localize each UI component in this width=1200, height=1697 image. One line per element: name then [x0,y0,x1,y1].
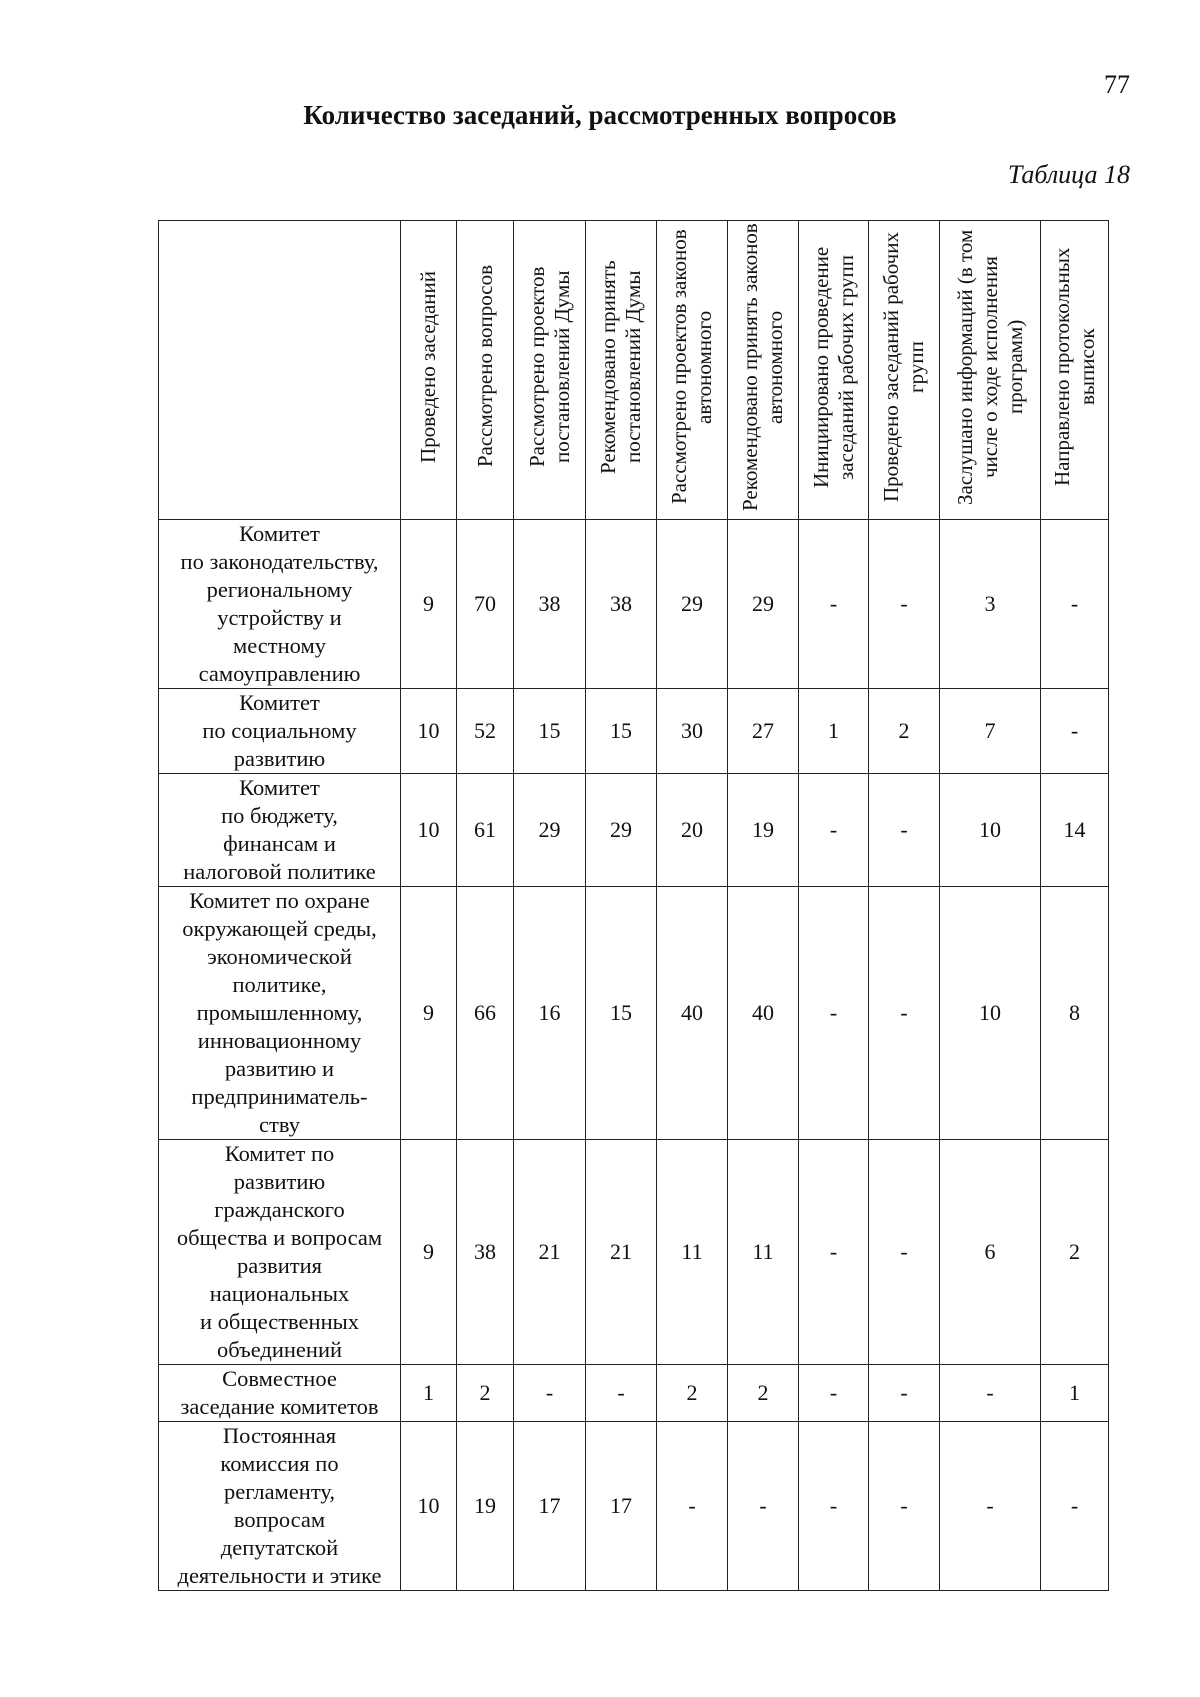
column-header [514,221,586,520]
value-cell: - [799,1422,869,1591]
committee-name-line: региональному [206,577,353,602]
committee-name-cell [159,520,401,689]
value-cell: - [799,520,869,689]
value-cell: - [799,1140,869,1365]
committee-name-line: Комитет по [224,1141,335,1166]
committee-name-line: самоуправлению [198,661,361,686]
value-cell: 9 [401,1140,457,1365]
value-cell: 9 [401,887,457,1140]
committee-name-line: национальных [209,1281,350,1306]
committee-name-line: Комитет [239,690,320,715]
value-cell: - [1041,520,1109,689]
value-cell: 30 [657,689,728,774]
table-row [159,520,1109,689]
committee-name-cell [159,774,401,887]
committee-name-line: по социальному [202,718,357,743]
value-cell: 38 [457,1140,514,1365]
value-cell: - [869,1365,940,1422]
column-header-label: Заслушано информаций (в том числе о ходе исполнения программ) [952,228,1027,505]
table-label: Таблица 18 [1007,160,1130,189]
committee-name-line: комиссия по [220,1451,339,1476]
value-cell: 21 [514,1140,586,1365]
column-header [457,221,514,520]
committee-name-line: вопросам [233,1507,326,1532]
committee-name-line: по законодательству, [180,549,379,574]
value-cell: 21 [586,1140,657,1365]
value-cell: 3 [940,520,1041,689]
value-cell: 29 [728,520,799,689]
column-header-label: Рекомендовано принять постановлений Думы [596,259,645,474]
value-cell: 29 [514,774,586,887]
committee-name-line: регламенту, [224,1479,335,1504]
column-header-label: Рассмотрено проектов законов автономного [667,229,716,504]
value-cell: 70 [457,520,514,689]
committee-name-line: гражданского [214,1197,345,1222]
column-header [799,221,869,520]
table-row [159,689,1109,774]
value-cell: 1 [799,689,869,774]
table-row [159,774,1109,887]
committee-name-line: Комитет [239,521,320,546]
committee-name-cell [159,1422,401,1591]
value-cell: 15 [586,689,657,774]
committee-name-line: развитию [233,746,326,771]
committee-name-cell [159,689,401,774]
value-cell: - [1041,1422,1109,1591]
value-cell: - [869,774,940,887]
value-cell: 7 [940,689,1041,774]
value-cell: 10 [401,774,457,887]
committee-name-line: финансам и [223,831,336,856]
committee-name-line: деятельности и этике [177,1563,382,1588]
committee-name-line: экономической [207,944,352,969]
committee-name-line: заседание комитетов [180,1394,379,1419]
value-cell: 2 [457,1365,514,1422]
value-cell: 14 [1041,774,1109,887]
value-cell: 10 [401,689,457,774]
committee-name-line: по бюджету, [221,803,338,828]
value-cell: 19 [728,774,799,887]
value-cell: 38 [586,520,657,689]
value-cell: 40 [657,887,728,1140]
column-header-label: Рекомендовано принять законов автономного [738,222,787,511]
value-cell: 16 [514,887,586,1140]
value-cell: 29 [586,774,657,887]
column-header-label: Инициировано проведение заседаний рабочих групп [808,245,858,488]
value-cell: 9 [401,520,457,689]
table-row [159,1365,1109,1422]
value-cell: - [514,1365,586,1422]
table-header-row [159,221,1109,520]
value-cell: 2 [869,689,940,774]
committee-name-line: Комитет [239,775,320,800]
committee-name-line: развития [236,1253,322,1278]
committee-name-line: объединений [216,1337,343,1362]
committee-name-line: депутатской [220,1535,339,1560]
value-cell: - [1041,689,1109,774]
value-cell: 10 [940,774,1041,887]
value-cell: 1 [1041,1365,1109,1422]
column-header [869,221,940,520]
value-cell: 40 [728,887,799,1140]
committee-name-line: предприниматель- [191,1084,368,1109]
header-corner-cell [159,221,401,520]
value-cell: - [799,1365,869,1422]
value-cell: 10 [401,1422,457,1591]
committee-name-line: Комитет по охране [189,888,370,913]
committee-name-cell [159,1365,401,1422]
committee-name-cell [159,1140,401,1365]
value-cell: 15 [514,689,586,774]
committee-name-line: устройству и [217,605,342,630]
value-cell: 10 [940,887,1041,1140]
value-cell: 2 [657,1365,728,1422]
column-header [657,221,728,520]
value-cell: 27 [728,689,799,774]
value-cell: - [869,1422,940,1591]
value-cell: - [586,1365,657,1422]
column-header-label: Направлено протокольных выписок [1049,247,1099,486]
table-body [159,520,1109,1591]
column-header [401,221,457,520]
column-header [586,221,657,520]
value-cell: 20 [657,774,728,887]
committee-name-line: Совместное [222,1366,337,1391]
value-cell: 2 [728,1365,799,1422]
committee-name-line: ству [259,1112,300,1137]
table-row [159,1140,1109,1365]
value-cell: 6 [940,1140,1041,1365]
value-cell: 17 [586,1422,657,1591]
column-header-label: Рассмотрено вопросов [472,265,497,468]
committee-name-line: налоговой политике [183,859,376,884]
value-cell: 15 [586,887,657,1140]
committee-name-line: и общественных [200,1309,359,1334]
column-header-label: Проведено заседаний [416,270,440,463]
committee-name-line: общества и вопросам [176,1225,383,1250]
table-row [159,887,1109,1140]
page-number: 77 [1104,70,1130,99]
value-cell: - [869,520,940,689]
value-cell: 29 [657,520,728,689]
committee-name-line: промышленному, [196,1000,363,1025]
committee-name-line: развитию и [224,1056,335,1081]
value-cell: 8 [1041,887,1109,1140]
table-row [159,1422,1109,1591]
committee-name-line: местному [233,633,326,658]
value-cell: 11 [657,1140,728,1365]
value-cell: - [869,1140,940,1365]
value-cell: 17 [514,1422,586,1591]
committee-name-line: окружающей среды, [182,916,377,941]
value-cell: - [728,1422,799,1591]
column-header [728,221,799,520]
value-cell: 11 [728,1140,799,1365]
value-cell: - [940,1422,1041,1591]
value-cell: 66 [457,887,514,1140]
committee-name-cell [159,887,401,1140]
value-cell: 61 [457,774,514,887]
value-cell: - [657,1422,728,1591]
value-cell: 52 [457,689,514,774]
committee-name-line: развитию [233,1169,326,1194]
page-title: Количество заседаний, рассмотренных вопросов [303,100,897,130]
value-cell: 38 [514,520,586,689]
committee-name-line: политике, [232,972,327,997]
column-header [1041,221,1109,520]
value-cell: 1 [401,1365,457,1422]
value-cell: - [940,1365,1041,1422]
column-header-label: Проведено заседаний рабочих групп [879,231,928,502]
value-cell: 2 [1041,1140,1109,1365]
value-cell: - [799,774,869,887]
committee-statistics-table [158,220,1109,1591]
value-cell: 19 [457,1422,514,1591]
column-header-label: Рассмотрено проектов постановлений Думы [524,266,574,467]
committee-name-line: Постоянная [222,1423,337,1448]
committee-name-line: инновационному [197,1028,362,1053]
column-header [940,221,1041,520]
value-cell: - [869,887,940,1140]
value-cell: - [799,887,869,1140]
